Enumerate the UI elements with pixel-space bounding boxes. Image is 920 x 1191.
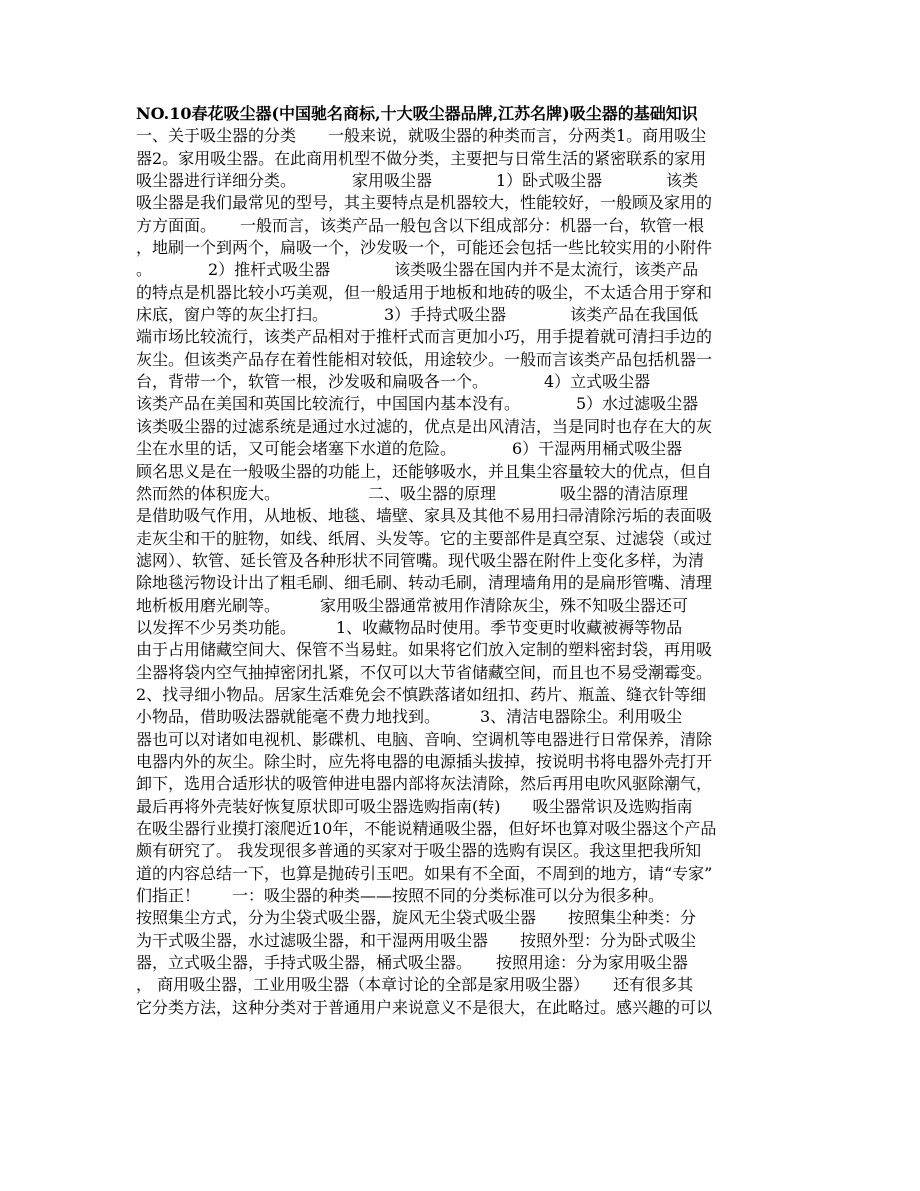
text-line: 尘器将袋内空气抽掉密闭扎紧，不仅可以大节省储藏空间，而且也不易受潮霉变。 [136, 662, 713, 682]
text-line: 们指正！ 一：吸尘器的种类——按照不同的分类标准可以分为很多种。 [136, 886, 665, 906]
text-line: 吸尘器是我们最常见的型号，其主要特点是机器较大，性能较好，一般顾及家用的 [136, 193, 713, 213]
text-line: 是借助吸气作用，从地板、地毯、墙壁、家具及其他不易用扫帚清除污垢的表面吸 [136, 506, 713, 526]
text-line: 卸下，选用合适形状的吸管伸进电器内部将灰法清除，然后再用电吹风驱除潮气， [136, 774, 713, 794]
text-line: 电器内外的灰尘。除尘时，应先将电器的电源插头拔掉，按说明书将电器外壳打开 [136, 751, 713, 771]
text-line: 以发挥不少另类功能。 1、收藏物品时使用。季节变更时收藏被褥等物品 [136, 617, 683, 637]
text-line: 滤网）、软管、延长管及各种形状不同管嘴。现代吸尘器在附件上变化多样，为清 [136, 550, 705, 570]
text-line: 台，背带一个，软管一根，沙发吸和扁吸各一个。 4）立式吸尘器 [136, 372, 651, 392]
text-line: 走灰尘和干的脏物，如线、纸屑、头发等。它的主要部件是真空泵、过滤袋（或过 [136, 528, 713, 548]
text-line: 除地毯污物设计出了粗毛刷、细毛刷、转动毛刷，清理墙角用的是扁形管嘴、清理 [136, 573, 713, 593]
text-line: ， 商用吸尘器，工业用吸尘器（本章讨论的全部是家用吸尘器） 还有很多其 [136, 975, 694, 995]
text-line: 顾名思义是在一般吸尘器的功能上，还能够吸水，并且集尘容量较大的优点，但自 [136, 461, 713, 481]
text-line: 一、关于吸尘器的分类 一般来说，就吸尘器的种类而言，分两类1。商用吸尘 [136, 126, 707, 146]
text-line: 颇有研究了。 我发现很多普通的买家对于吸尘器的选购有误区。我这里把我所知 [136, 841, 702, 861]
document-page [136, 103, 788, 1019]
text-line: 为干式吸尘器，水过滤吸尘器，和干湿两用吸尘器 按照外型：分为卧式吸尘 [136, 930, 697, 950]
text-line: 该类产品在美国和英国比较流行，中国国内基本没有。 5）水过滤吸尘器 [136, 394, 699, 414]
text-line: 器，立式吸尘器，手持式吸尘器，桶式吸尘器。 按照用途：分为家用吸尘器 [136, 953, 689, 973]
text-line: 地析板用磨光刷等。 家用吸尘器通常被用作清除灰尘，殊不知吸尘器还可 [136, 595, 689, 615]
text-line: 2、找寻细小物品。居家生活难免会不慎跌落诸如纽扣、药片、瓶盖、缝衣针等细 [136, 684, 707, 704]
text-line: 道的内容总结一下，也算是抛砖引玉吧。如果有不全面，不周到的地方，请“专家” [136, 863, 713, 883]
text-line: 器2。家用吸尘器。在此商用机型不做分类，主要把与日常生活的紧密联系的家用 [136, 148, 707, 168]
text-line: 的特点是机器比较小巧美观，但一般适用于地板和地砖的吸尘，不太适合用于穿和 [136, 282, 713, 302]
document-title: NO.10春花吸尘器(中国驰名商标,十大吸尘器品牌,江苏名牌)吸尘器的基础知识 [136, 104, 698, 123]
text-line: 在吸尘器行业摸打滚爬近10年，不能说精通吸尘器，但好坏也算对吸尘器这个产品 [136, 819, 717, 838]
text-line: 由于占用储藏空间大、保管不当易蛀。如果将它们放入定制的塑料密封袋，再用吸 [136, 640, 713, 660]
text-line: 方方面面。 一般而言，该类产品一般包含以下组成部分：机器一台，软管一根 [136, 215, 705, 235]
text-line: ，地刷一个到两个，扁吸一个，沙发吸一个，可能还会包括一些比较实用的小附件 [136, 238, 713, 258]
text-line: 器也可以对诸如电视机、影碟机、电脑、音响、空调机等电器进行日常保养，清除 [136, 729, 713, 749]
text-line: 吸尘器进行详细分类。 家用吸尘器 1）卧式吸尘器 该类 [136, 171, 699, 191]
text-line: 床底，窗户等的灰尘打扫。 3）手持式吸尘器 该类产品在我国低 [136, 305, 699, 325]
text-line: 。 2）推杆式吸尘器 该类吸尘器在国内并不是太流行，该类产品 [136, 260, 699, 280]
text-line: 它分类方法，这种分类对于普通用户来说意义不是很大，在此略过。感兴趣的可以 [136, 997, 713, 1017]
text-line: 该类吸尘器的过滤系统是通过水过滤的，优点是出风清洁，当是同时也存在大的灰 [136, 416, 713, 436]
text-line: 最后再将外壳装好恢复原状即可吸尘器选购指南(转) 吸尘器常识及选购指南 [136, 796, 693, 816]
text-line: 按照集尘方式，分为尘袋式吸尘器，旋风无尘袋式吸尘器 按照集尘种类：分 [136, 908, 697, 928]
text-line: 灰尘。但该类产品存在着性能相对较低，用途较少。一般而言该类产品包括机器一 [136, 349, 713, 369]
text-line: 然而然的体积庞大。 二、吸尘器的原理 吸尘器的清洁原理 [136, 483, 689, 503]
text-line: 小物品，借助吸法器就能毫不费力地找到。 3、清洁电器除尘。利用吸尘 [136, 707, 683, 727]
text-line: 尘在水里的话，又可能会堵塞下水道的危险。 6）干湿两用桶式吸尘器 [136, 439, 683, 459]
text-line: 端市场比较流行，该类产品相对于推杆式而言更加小巧，用手提着就可清扫手边的 [136, 327, 713, 347]
